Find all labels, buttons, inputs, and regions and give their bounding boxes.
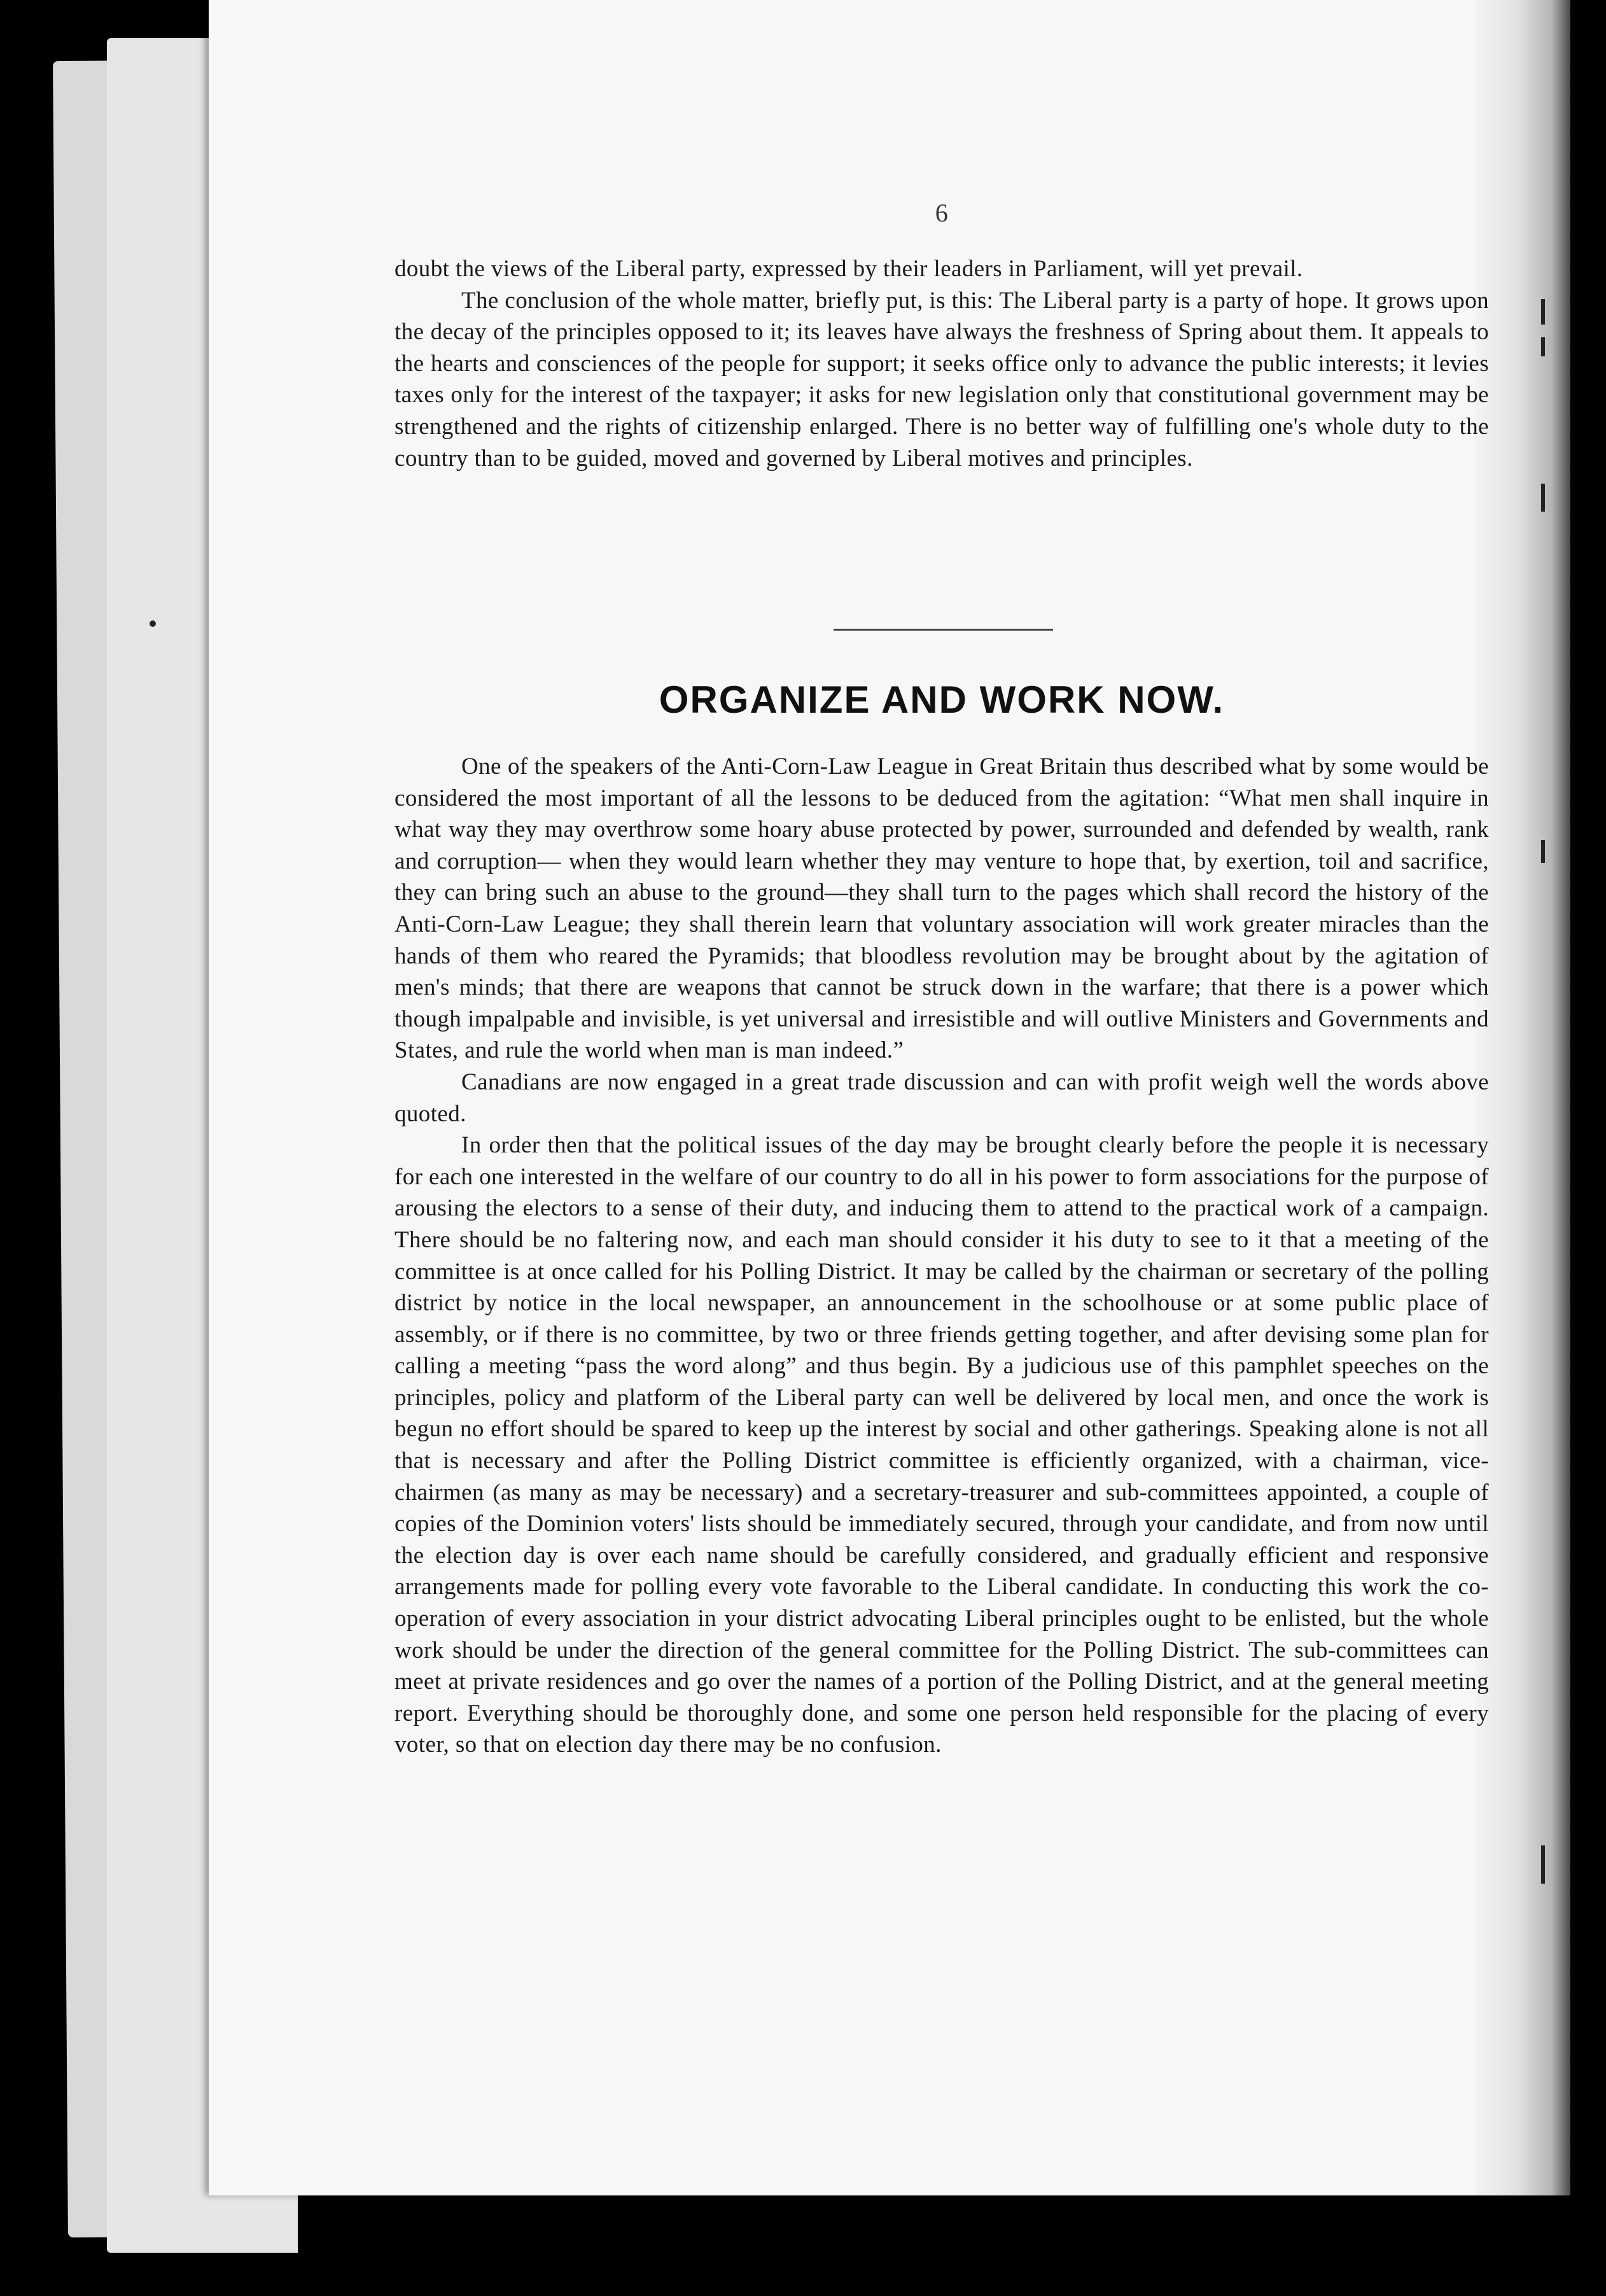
paragraph: doubt the views of the Liberal party, expressed by their leaders in Parliament, will yet prevail. [395, 256, 1303, 282]
paragraph: Canadians are now engaged in a great trade discussion and can with profit weigh well the words above quoted. [395, 1068, 1489, 1127]
continued-text-block [395, 253, 1489, 474]
section-heading: ORGANIZE AND WORK NOW. [659, 678, 1225, 721]
paragraph: One of the speakers of the Anti-Corn-Law League in Great Britain thus described what by some would be considered the most important of all the lessons to be deduced from the agitation: “What men shall inquire in what way they may overthrow some hoary abuse protected by power, surrounded and defended by wealth, rank and corruption— when they would learn whether they may venture to hope that, by exertion, toil and sacrifice, they can bring such an abuse to the ground—they shall turn to the pages which shall record the history of the Anti-Corn-Law League; they shall therein learn that voluntary association will work greater miracles than the hands of them who reared the Pyramids; that bloodless revolution may be brought about by the agitation of men's minds; that there are weapons that cannot be struck down in the warfare; that there is a power which though impalpable and invisible, is yet universal and irresistible and will outlive Ministers and Governments and States, and rule the world when man is man indeed.” [395, 753, 1489, 1064]
page-number: 6 [935, 199, 949, 227]
facing-page-edge-marks [1532, 0, 1545, 2195]
paragraph: In order then that the political issues of the day may be brought clearly before the people it is necessary for each one interested in the welfare of our country to do all in his power to form associations for the purpose of arousing the electors to a sense of their duty, and inducing them to attend to the practical work of a campaign. There should be no faltering now, and each man should consider it his duty to see to it that a meeting of the committee is at once called for his Polling District. It may be called by the chairman or secretary of the polling district by notice in the local newspaper, an announcement in the schoolhouse or at some public place of assembly, or if there is no committee, by two or three friends getting together, and after devising some plan for calling a meeting “pass the word along” and thus begin. By a judicious use of this pamphlet speeches on the principles, policy and platform of the Liberal party can well be delivered by local men, and once the work is begun no effort should be spared to keep up the interest by social and other gatherings. Speaking alone is not all that is necessary and after the Polling District committee is efficiently organized, with a chairman, vice-chairmen (as many as may be necessary) and a secretary-treasurer and sub-committees appointed, a couple of copies of the Dominion voters' lists should be immediately secured, through your candidate, and from now until the election day is over each name should be carefully considered, and gradually efficient and responsive arrangements made for polling every vote favorable to the Liberal candidate. In conducting this work the co-operation of every association in your district advocating Liberal principles ought to be enlisted, but the whole work should be under the direction of the general committee for the Polling District. The sub-committees can meet at private residences and go over the names of a portion of the Polling District, and at the general meeting report. Everything should be thoroughly done, and some one person held responsible for the placing of every voter, so that on election day there may be no confusion. [395, 1132, 1489, 1758]
scan-speck [150, 620, 156, 627]
paragraph: The conclusion of the whole matter, briefly put, is this: The Liberal party is a party of hope. It grows upon the decay of the principles opposed to it; its leaves have always the freshness of Spring about them. It appeals to the hearts and consciences of the people for support; it seeks office only to advance the public interests; it levies taxes only for the interest of the taxpayer; it asks for new legislation only that constitutional government may be strengthened and the rights of citizenship enlarged. There is no better way of fulfilling one's whole duty to the country than to be guided, moved and governed by Liberal motives and principles. [395, 287, 1489, 472]
section-text-block [395, 751, 1489, 1761]
section-divider [834, 629, 1053, 631]
page-gutter-shadow [1475, 0, 1570, 2195]
